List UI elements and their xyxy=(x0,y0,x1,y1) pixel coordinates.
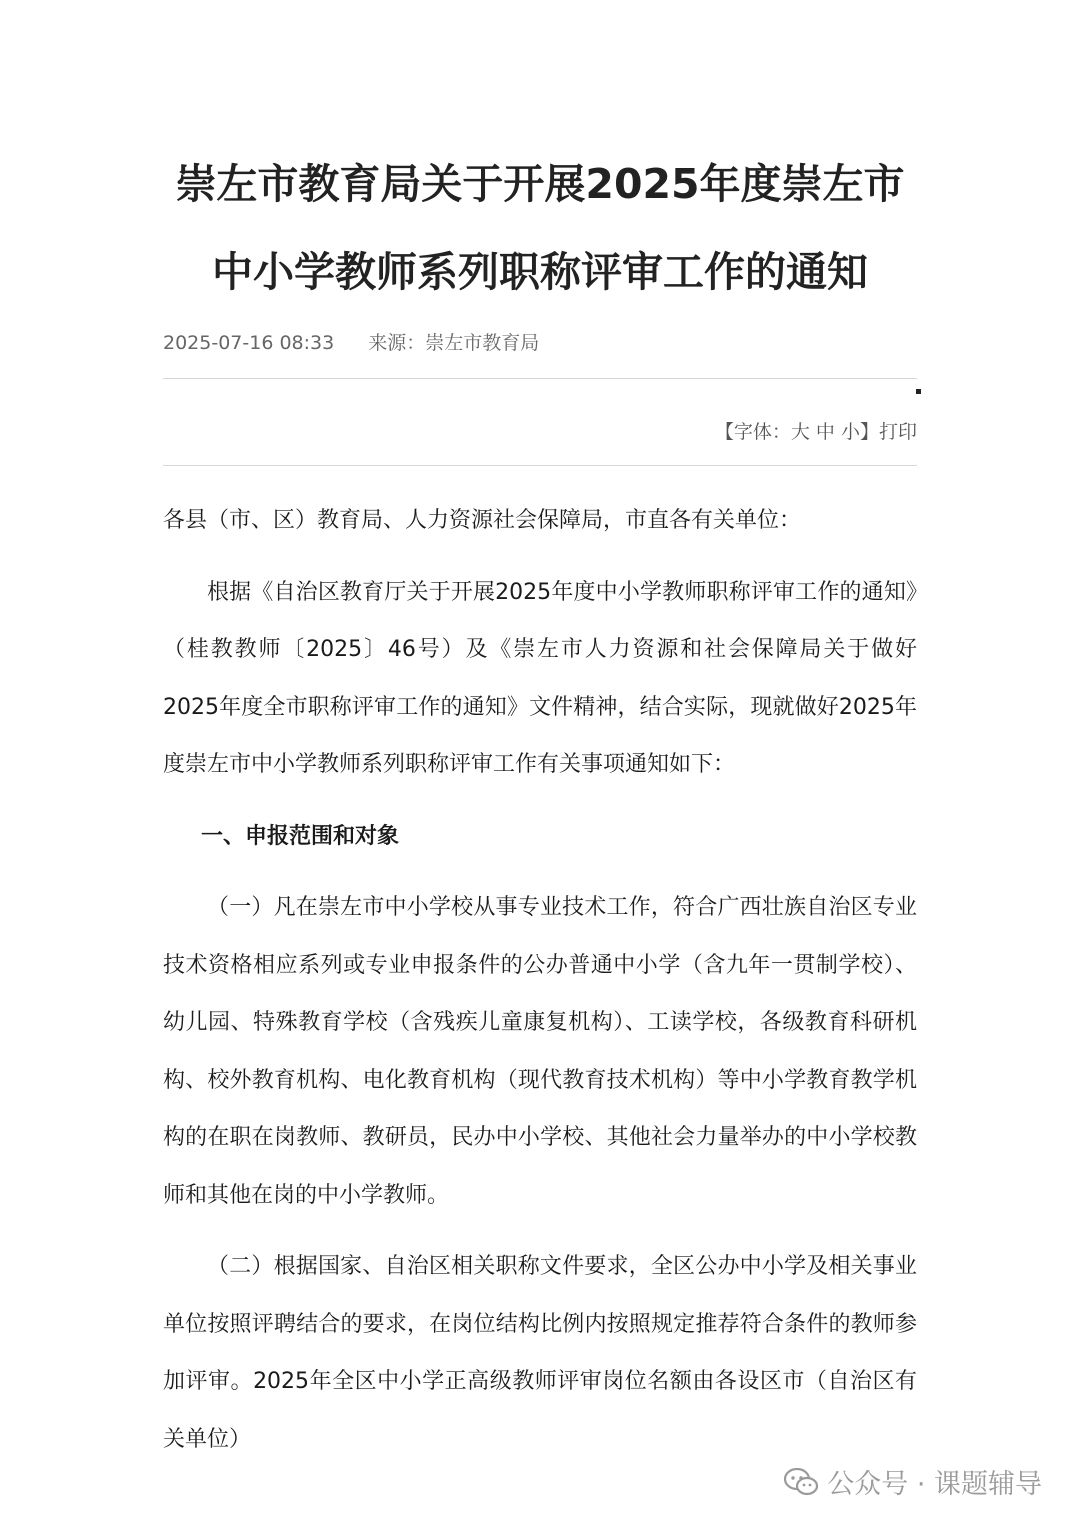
font-size-toolbar xyxy=(163,417,917,447)
article-source: 来源：崇左市教育局 xyxy=(368,332,540,354)
salutation: 各县（市、区）教育局、人力资源社会保障局，市直各有关单位： xyxy=(163,508,802,533)
section-paragraph: （一）凡在崇左市中小学校从事专业技术工作，符合广西壮族自治区专业技术资格相应系列或专业申报条件的公办普通中小学（含九年一贯制学校）、幼儿园、特殊教育学校（含残疾儿童康复机构）、工读学校，各级教育科研机构、校外教育机构、电化教育机构（现代教育技术机构）等中小学教育教学机构的在职在岗教师、教研员，民办中小学校、其他社会力量举办的中小学校教师和其他在岗的中小学教师。 xyxy=(163,895,917,1208)
font-large-button[interactable]: 大 xyxy=(790,421,810,443)
section-paragraph: （二）根据国家、自治区相关职称文件要求，全区公办中小学及相关事业单位按照评聘结合的要求，在岗位结构比例内按照规定推荐符合条件的教师参加评审。2025年全区中小学正高级教师评审岗位名额由各设区市（自治区有关单位） xyxy=(163,1254,917,1452)
toolbar-close: 】 xyxy=(859,421,879,443)
font-small-button[interactable]: 小 xyxy=(840,421,860,443)
print-button[interactable]: 打印 xyxy=(878,421,917,443)
wechat-icon xyxy=(783,1467,819,1497)
watermark-text: 公众号 · 课题辅导 xyxy=(827,1469,1042,1500)
watermark xyxy=(783,1462,1042,1501)
bullet-dot xyxy=(916,389,921,394)
toolbar-open: 【字体： xyxy=(714,421,791,443)
section-heading: 一、申报范围和对象 xyxy=(201,823,400,849)
font-medium-button[interactable]: 中 xyxy=(815,421,835,443)
divider xyxy=(163,378,917,379)
article-meta xyxy=(163,328,917,358)
article-body xyxy=(163,492,917,1468)
divider xyxy=(163,465,917,466)
intro-paragraph: 根据《自治区教育厅关于开展2025年度中小学教师职称评审工作的通知》（桂教教师〔2025〕46号）及《崇左市人力资源和社会保障局关于做好2025年度全市职称评审工作的通知》文件精神，结合实际，现就做好2025年度崇左市中小学教师系列职称评审工作有关事项通知如下： xyxy=(163,579,917,777)
article-title: 崇左市教育局关于开展2025年度崇左市中小学教师系列职称评审工作的通知 xyxy=(175,160,905,296)
article xyxy=(163,140,917,1468)
publish-date: 2025-07-16 08:33 xyxy=(163,332,335,354)
